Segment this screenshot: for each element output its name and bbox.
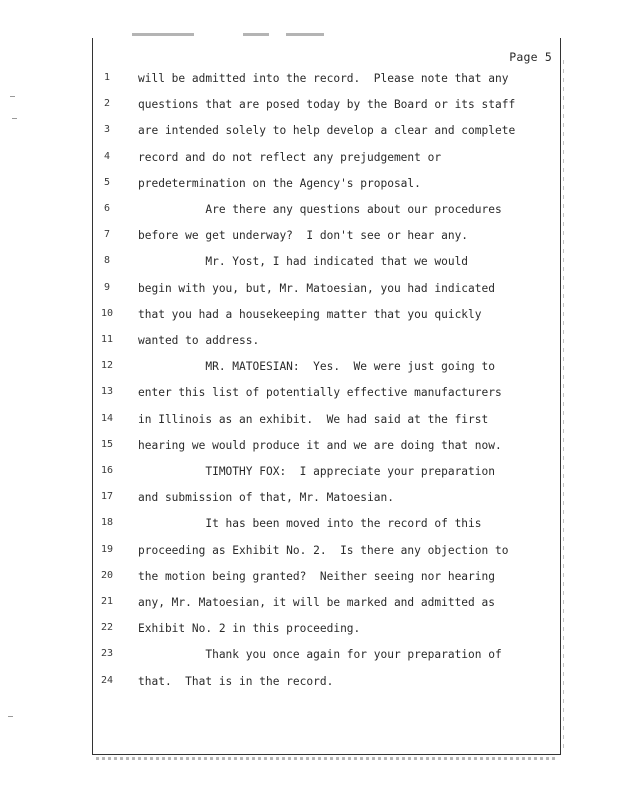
transcript-line xyxy=(93,622,562,642)
scan-mark xyxy=(8,716,13,717)
top-edge-mark xyxy=(243,33,269,36)
line-text: will be admitted into the record. Please note that any xyxy=(138,72,509,85)
line-number: 12 xyxy=(100,360,114,372)
line-number: 23 xyxy=(100,648,114,660)
line-text: wanted to address. xyxy=(138,334,260,347)
line-text: before we get underway? I don't see or hear any. xyxy=(138,229,469,243)
line-text: questions that are posed today by the Board or its staff xyxy=(138,98,516,112)
line-text: Thank you once again for your preparation of xyxy=(138,648,502,662)
transcript-line xyxy=(93,570,562,590)
transcript-line xyxy=(93,491,562,511)
line-number: 19 xyxy=(100,543,114,555)
right-scan-edge xyxy=(563,60,564,750)
transcript-line xyxy=(93,675,562,695)
line-number: 2 xyxy=(103,98,111,110)
line-number: 13 xyxy=(100,386,114,398)
transcript-line xyxy=(93,439,562,459)
scan-mark xyxy=(12,118,17,119)
line-number: 5 xyxy=(103,176,111,188)
line-text: the motion being granted? Neither seeing nor hearing xyxy=(138,569,495,583)
line-text: and submission of that, Mr. Matoesian. xyxy=(138,491,394,505)
transcript-line xyxy=(93,544,562,564)
line-text: any, Mr. Matoesian, it will be marked and admitted as xyxy=(138,596,495,609)
transcript-line xyxy=(93,177,562,197)
line-number: 6 xyxy=(103,203,111,214)
scan-mark xyxy=(10,96,15,97)
line-number: 1 xyxy=(103,72,111,83)
line-number: 16 xyxy=(100,465,114,476)
transcript-line xyxy=(93,360,562,380)
line-number: 7 xyxy=(103,229,111,241)
line-text: Exhibit No. 2 in this proceeding. xyxy=(138,622,361,636)
line-number: 22 xyxy=(100,622,114,634)
transcript-line xyxy=(93,203,562,223)
line-number: 9 xyxy=(103,281,111,293)
line-text: record and do not reflect any prejudgement or xyxy=(138,150,442,164)
line-number: 11 xyxy=(100,334,114,345)
line-number: 14 xyxy=(100,412,114,424)
line-text: are intended solely to help develop a clear and complete xyxy=(138,124,516,138)
line-text: Mr. Yost, I had indicated that we would xyxy=(138,255,469,269)
transcript-line xyxy=(93,517,562,537)
line-text: begin with you, but, Mr. Matoesian, you had indicated xyxy=(138,281,495,295)
transcript-page xyxy=(92,38,561,755)
line-text: that. That is in the record. xyxy=(138,674,334,688)
line-number: 10 xyxy=(100,307,114,319)
line-text: proceeding as Exhibit No. 2. Is there any objection to xyxy=(138,543,509,557)
transcript-line xyxy=(93,124,562,144)
line-number: 4 xyxy=(103,150,111,162)
transcript-line xyxy=(93,151,562,171)
line-text: TIMOTHY FOX: I appreciate your preparation xyxy=(138,465,495,478)
line-number: 24 xyxy=(100,674,114,686)
line-text: hearing we would produce it and we are doing that now. xyxy=(138,438,502,452)
transcript-line xyxy=(93,596,562,616)
transcript-line xyxy=(93,413,562,433)
line-text: MR. MATOESIAN: Yes. We were just going to xyxy=(138,360,495,374)
transcript-line xyxy=(93,648,562,668)
top-edge-mark xyxy=(132,33,194,36)
footer-scan-strip xyxy=(96,757,558,760)
page-number: Page 5 xyxy=(509,50,552,64)
transcript-line xyxy=(93,465,562,485)
line-number: 15 xyxy=(100,438,114,450)
line-number: 18 xyxy=(100,517,114,529)
line-number: 17 xyxy=(100,491,114,503)
transcript-line xyxy=(93,386,562,406)
line-text: in Illinois as an exhibit. We had said at the first xyxy=(138,412,489,426)
transcript-line xyxy=(93,98,562,118)
line-number: 3 xyxy=(103,124,111,136)
line-text: It has been moved into the record of this xyxy=(138,517,482,531)
transcript-line xyxy=(93,72,562,92)
line-number: 8 xyxy=(103,255,111,267)
line-text: that you had a housekeeping matter that you quickly xyxy=(138,307,482,321)
line-number: 20 xyxy=(100,569,114,581)
top-edge-mark xyxy=(286,33,324,36)
transcript-line xyxy=(93,229,562,249)
line-text: predetermination on the Agency's proposal. xyxy=(138,176,421,190)
transcript-line xyxy=(93,334,562,354)
transcript-line xyxy=(93,282,562,302)
transcript-line xyxy=(93,308,562,328)
transcript-line xyxy=(93,255,562,275)
line-text: Are there any questions about our procedures xyxy=(138,203,502,216)
line-text: enter this list of potentially effective manufacturers xyxy=(138,386,502,400)
line-number: 21 xyxy=(100,596,114,607)
